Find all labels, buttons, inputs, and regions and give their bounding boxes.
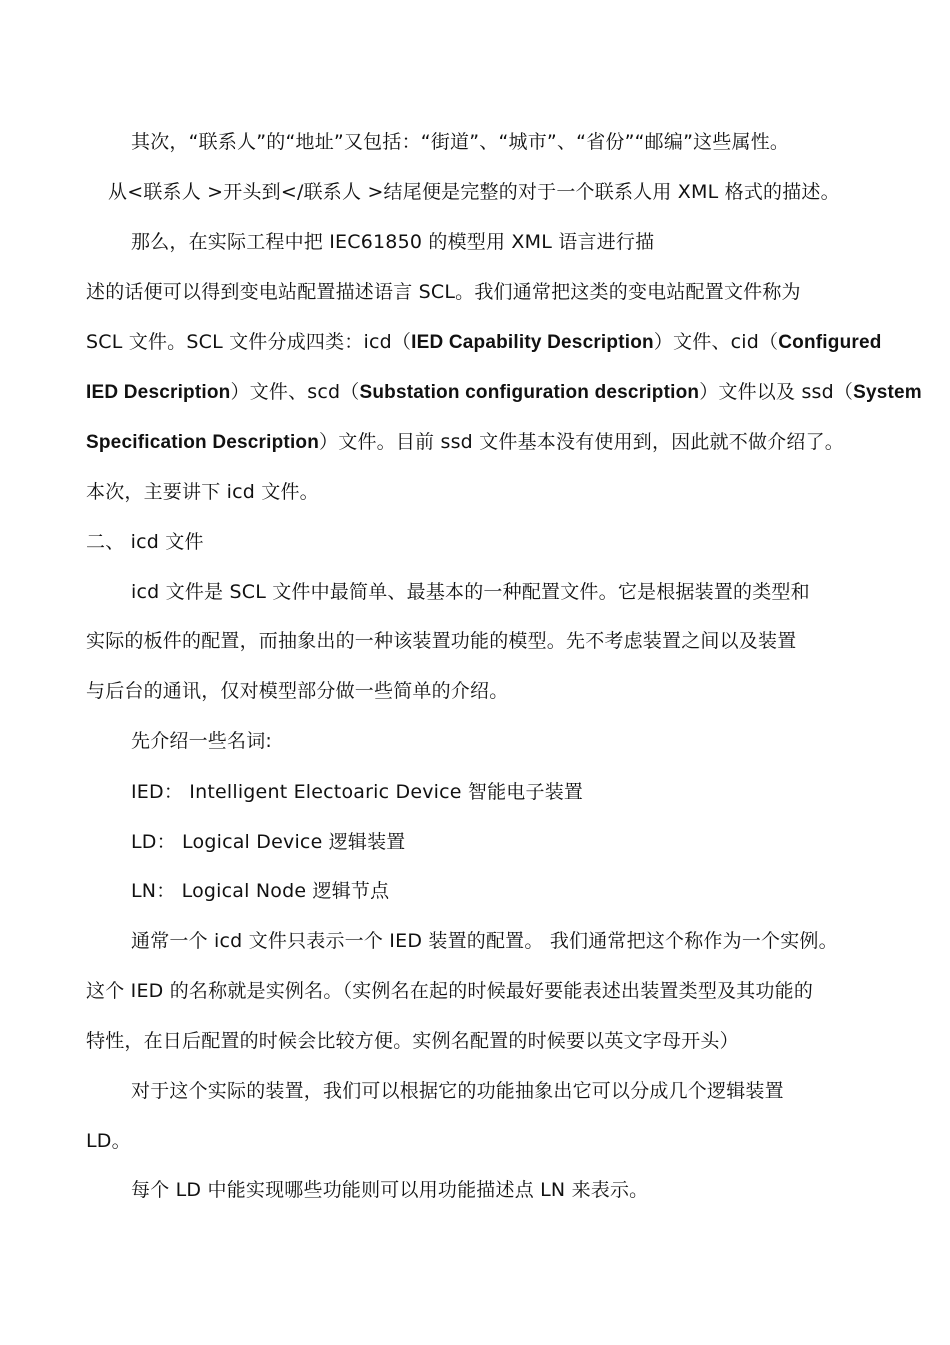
text-run: ）文件以及 ssd（ — [699, 381, 854, 403]
text-run: ）文件、scd（ — [230, 381, 360, 403]
paragraph-scl-line-6: 本次，主要讲下 icd 文件。 — [86, 481, 319, 503]
paragraph-instance-line-3: 特性，在日后配置的时候会比较方便。实例名配置的时候要以英文字母开头） — [86, 1030, 739, 1052]
text-run: SCL 文件。SCL 文件分成四类：icd（ — [86, 331, 412, 353]
paragraph-icd-line-3: 与后台的通讯，仅对模型部分做一些简单的介绍。 — [86, 680, 509, 702]
paragraph-ld-line-1: 对于这个实际的装置，我们可以根据它的功能抽象出它可以分成几个逻辑装置 — [131, 1080, 784, 1102]
section-heading-icd: 二、 icd 文件 — [86, 531, 204, 553]
paragraph-contact-address: 其次，“联系人”的“地址”又包括：“街道”、“城市”、“省份”“邮编”这些属性。 — [131, 131, 790, 153]
paragraph-ld-line-2: LD。 — [86, 1130, 131, 1152]
paragraph-scl-line-4 — [86, 379, 922, 406]
bold-term-cid-cont: IED Description — [86, 382, 231, 403]
bold-term-ssd: System — [853, 382, 922, 403]
paragraph-scl-line-1: 那么，在实际工程中把 IEC61850 的模型用 XML 语言进行描 — [131, 231, 655, 253]
paragraph-scl-line-3 — [86, 329, 882, 356]
paragraph-scl-line-2: 述的话便可以得到变电站配置描述语言 SCL。我们通常把这类的变电站配置文件称为 — [86, 281, 801, 303]
bold-term-ssd-cont: Specification Description — [86, 432, 320, 453]
text-run: ）文件。目前 ssd 文件基本没有使用到，因此就不做介绍了。 — [319, 431, 844, 453]
paragraph-scl-line-5 — [86, 429, 844, 456]
term-ln: LN： Logical Node 逻辑节点 — [131, 880, 390, 902]
text-run: ）文件、cid（ — [653, 331, 779, 353]
term-ied: IED： Intelligent Electoaric Device 智能电子装置 — [131, 781, 584, 803]
term-ld: LD： Logical Device 逻辑装置 — [131, 831, 406, 853]
bold-term-scd: Substation configuration description — [359, 382, 700, 403]
paragraph-instance-line-2: 这个 IED 的名称就是实例名。（实例名在起的时候最好要能表述出装置类型及其功能的 — [86, 980, 814, 1002]
paragraph-terms-intro: 先介绍一些名词: — [131, 730, 273, 752]
bold-term-icd: IED Capability Description — [411, 332, 654, 353]
paragraph-ln-description: 每个 LD 中能实现哪些功能则可以用功能描述点 LN 来表示。 — [131, 1179, 649, 1201]
bold-term-cid: Configured — [778, 332, 882, 353]
paragraph-icd-line-1: icd 文件是 SCL 文件中最简单、最基本的一种配置文件。它是根据装置的类型和 — [131, 581, 810, 603]
paragraph-instance-line-1: 通常一个 icd 文件只表示一个 IED 装置的配置。 我们通常把这个称作为一个实例。 — [131, 930, 838, 952]
paragraph-icd-line-2: 实际的板件的配置，而抽象出的一种该装置功能的模型。先不考虑装置之间以及装置 — [86, 630, 797, 652]
paragraph-xml-contact: 从<联系人 >开头到</联系人 >结尾便是完整的对于一个联系人用 XML 格式的描述。 — [108, 181, 840, 203]
